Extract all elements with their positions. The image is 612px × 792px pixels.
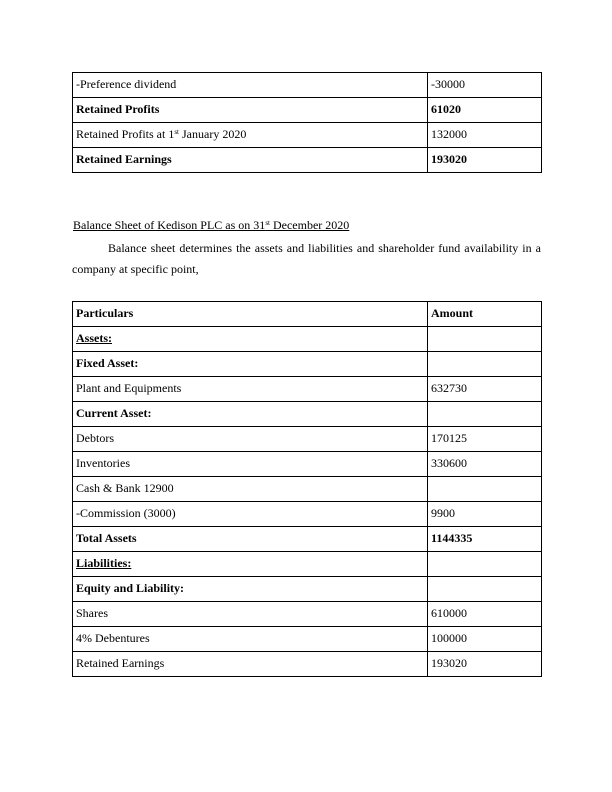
row-value: 170125 xyxy=(428,427,542,452)
row-value: 9900 xyxy=(428,502,542,527)
title-text: December 2020 xyxy=(269,218,350,232)
table-row xyxy=(73,427,542,452)
table-row xyxy=(73,377,542,402)
table-row xyxy=(73,98,542,123)
row-label: Liabilities: xyxy=(73,552,428,577)
row-value: 193020 xyxy=(428,148,542,173)
row-label: Retained Earnings xyxy=(73,148,428,173)
row-value xyxy=(428,402,542,427)
row-label: Retained Earnings xyxy=(73,652,428,677)
table-row xyxy=(73,452,542,477)
row-value xyxy=(428,327,542,352)
retained-earnings-table xyxy=(72,72,542,173)
row-value xyxy=(428,352,542,377)
row-label: Fixed Asset: xyxy=(73,352,428,377)
balance-sheet-table xyxy=(72,301,542,677)
row-label: Shares xyxy=(73,602,428,627)
row-label-text: Retained Profits at 1 xyxy=(76,127,175,141)
row-value: 1144335 xyxy=(428,527,542,552)
row-label: 4% Debentures xyxy=(73,627,428,652)
row-value: 610000 xyxy=(428,602,542,627)
row-value: 330600 xyxy=(428,452,542,477)
row-label: Inventories xyxy=(73,452,428,477)
row-value xyxy=(428,552,542,577)
table-row xyxy=(73,602,542,627)
table-row xyxy=(73,352,542,377)
table-row xyxy=(73,477,542,502)
ordinal-suffix: st xyxy=(265,219,270,227)
table-row xyxy=(73,577,542,602)
row-value xyxy=(428,477,542,502)
table-row xyxy=(73,552,542,577)
row-value: 61020 xyxy=(428,98,542,123)
table-row xyxy=(73,148,542,173)
row-label: -Preference dividend xyxy=(73,73,428,98)
row-label-text: January 2020 xyxy=(179,127,247,141)
table-header-row xyxy=(73,302,542,327)
row-label: -Commission (3000) xyxy=(73,502,428,527)
row-label: Total Assets xyxy=(73,527,428,552)
table-row xyxy=(73,652,542,677)
row-label: Equity and Liability: xyxy=(73,577,428,602)
row-label: Current Asset: xyxy=(73,402,428,427)
table-row xyxy=(73,627,542,652)
row-value: -30000 xyxy=(428,73,542,98)
row-value: 193020 xyxy=(428,652,542,677)
table-row xyxy=(73,123,542,148)
table-row xyxy=(73,327,542,352)
balance-sheet-description xyxy=(72,238,541,280)
balance-sheet-title xyxy=(73,218,349,232)
row-value xyxy=(428,577,542,602)
title-text: Balance Sheet of Kedison PLC as on 31 xyxy=(73,218,266,232)
description-text: Balance sheet determines the assets and liabilities and shareholder fund availability in a company at specific point, xyxy=(72,241,541,276)
row-label: Plant and Equipments xyxy=(73,377,428,402)
table-row xyxy=(73,502,542,527)
table-row xyxy=(73,402,542,427)
row-value: 632730 xyxy=(428,377,542,402)
row-label: Cash & Bank 12900 xyxy=(73,477,428,502)
header-particulars: Particulars xyxy=(73,302,428,327)
row-value: 132000 xyxy=(428,123,542,148)
row-label: Retained Profits xyxy=(73,98,428,123)
row-label: Assets: xyxy=(73,327,428,352)
row-value: 100000 xyxy=(428,627,542,652)
table-row xyxy=(73,527,542,552)
header-amount: Amount xyxy=(428,302,542,327)
table-row xyxy=(73,73,542,98)
ordinal-suffix: st xyxy=(174,128,179,136)
row-label: Debtors xyxy=(73,427,428,452)
row-label xyxy=(73,123,428,148)
